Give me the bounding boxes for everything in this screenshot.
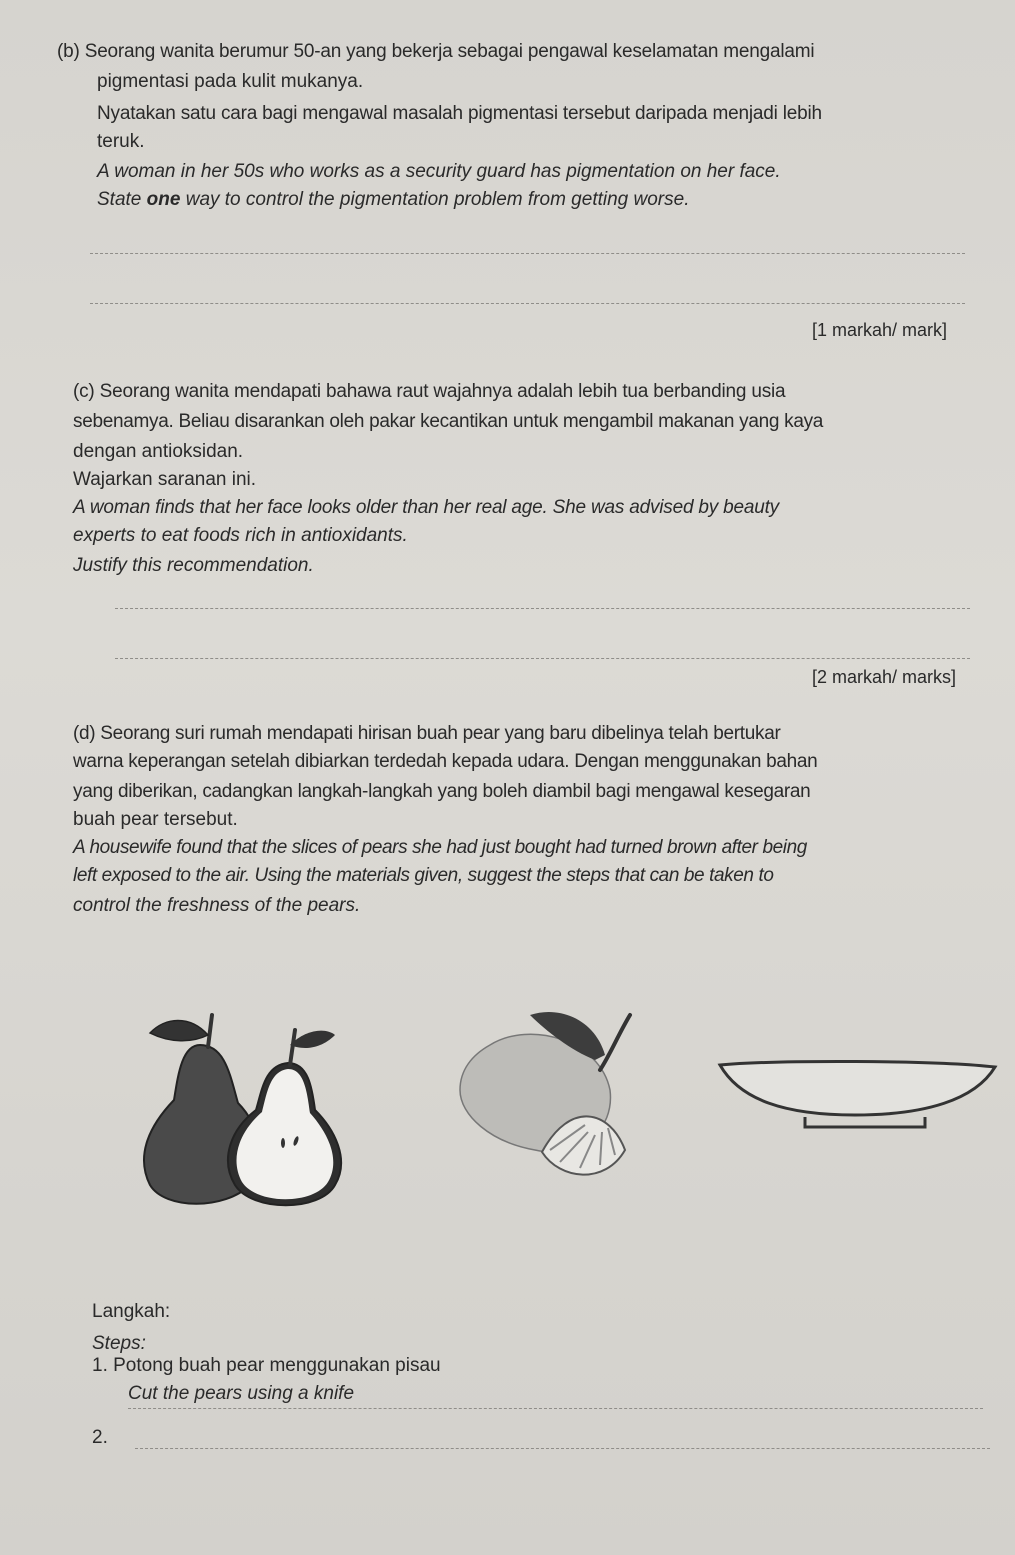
part-c-ms-line4: Wajarkan saranan ini.	[73, 469, 257, 490]
answer-line[interactable]	[135, 1448, 990, 1449]
part-b-label: (b)	[57, 41, 80, 62]
answer-line[interactable]	[115, 608, 970, 609]
steps-label-ms: Langkah:	[92, 1301, 171, 1322]
part-d-ms-line3: yang diberikan, cadangkan langkah-langkah yang boleh diambil bagi mengawal kesegaran	[73, 781, 811, 802]
answer-line[interactable]	[90, 303, 965, 304]
part-d-en-line3: control the freshness of the pears.	[73, 895, 361, 916]
part-b-en-line1: A woman in her 50s who works as a security guard has pigmentation on her face.	[97, 161, 781, 182]
part-d-ms-line4: buah pear tersebut.	[73, 809, 238, 830]
part-b-ms-line3: Nyatakan satu cara bagi mengawal masalah pigmentasi tersebut daripada menjadi lebih	[97, 103, 822, 124]
part-d-ms-line1: (d) Seorang suri rumah mendapati hirisan buah pear yang baru dibelinya telah bertukar	[73, 723, 781, 744]
part-d-en-line2: left exposed to the air. Using the materials given, suggest the steps that can be taken to	[73, 865, 774, 886]
part-c-en-line1: A woman finds that her face looks older than her real age. She was advised by beauty	[73, 497, 779, 518]
part-c-ms-line1: (c) Seorang wanita mendapati bahawa raut wajahnya adalah lebih tua berbanding usia	[73, 381, 786, 402]
part-b-en-2b: one	[146, 189, 181, 210]
plate-icon	[715, 1055, 1000, 1135]
part-b-ms-text1: Seorang wanita berumur 50-an yang bekerja sebagai pengawal keselamatan mengalami	[84, 41, 815, 62]
pear-icon	[130, 1005, 360, 1215]
part-b-ms-line4: teruk.	[97, 131, 145, 152]
part-c-ms-line3: dengan antioksidan.	[73, 441, 244, 462]
part-c-ms-line2: sebenamya. Beliau disarankan oleh pakar kecantikan untuk mengambil makanan yang kaya	[73, 411, 824, 432]
part-c-marks: [2 markah/ marks]	[812, 667, 957, 687]
part-d-en-line1: A housewife found that the slices of pears she had just bought had turned brown after being	[73, 837, 807, 858]
answer-line[interactable]	[115, 658, 970, 659]
answer-line[interactable]	[90, 253, 965, 254]
part-b-ms-line1	[57, 40, 814, 64]
part-c-en-line3: Justify this recommendation.	[73, 555, 314, 576]
part-b-en-line2	[97, 188, 689, 212]
part-b-marks: [1 markah/ mark]	[812, 320, 948, 340]
answer-line[interactable]	[128, 1408, 983, 1409]
part-b-en-2a: State	[97, 189, 147, 210]
step1-ms: 1. Potong buah pear menggunakan pisau	[92, 1355, 441, 1376]
lemon-icon	[450, 1000, 645, 1195]
steps-label-en: Steps:	[92, 1333, 146, 1354]
part-c-en-line2: experts to eat foods rich in antioxidants.	[73, 525, 408, 546]
step1-en: Cut the pears using a knife	[128, 1383, 355, 1404]
part-b-en-2c: way to control the pigmentation problem from getting worse.	[180, 189, 690, 210]
part-b-ms-line2: pigmentasi pada kulit mukanya.	[97, 71, 364, 92]
step2-label: 2.	[92, 1427, 108, 1448]
part-d-ms-line2: warna keperangan setelah dibiarkan terdedah kepada udara. Dengan menggunakan bahan	[73, 751, 818, 772]
